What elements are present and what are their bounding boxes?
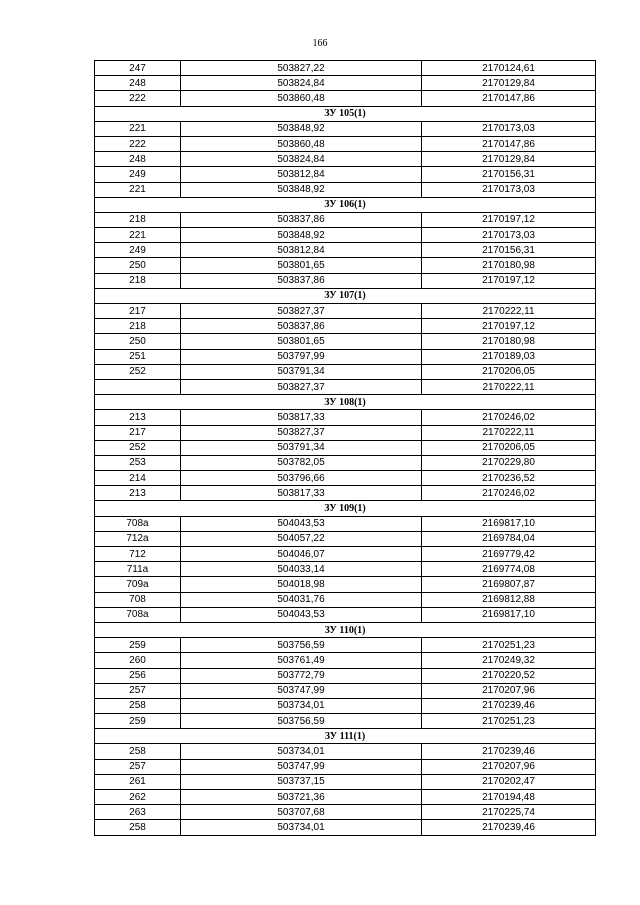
point-number-cell: 248: [95, 76, 181, 91]
point-number-cell: 257: [95, 759, 181, 774]
table-row: [95, 167, 596, 182]
section-header: ЗУ 111(1): [95, 729, 596, 744]
x-coordinate-cell: 503817,33: [181, 486, 422, 501]
point-number-cell: 260: [95, 653, 181, 668]
table-row: [95, 410, 596, 425]
x-coordinate-cell: 503756,59: [181, 714, 422, 729]
y-coordinate-cell: 2170194,48: [422, 790, 596, 805]
x-coordinate-cell: 503734,01: [181, 820, 422, 835]
x-coordinate-cell: 503756,59: [181, 638, 422, 653]
y-coordinate-cell: 2170129,84: [422, 152, 596, 167]
page-number: 166: [312, 38, 328, 49]
table-row: [95, 592, 596, 607]
y-coordinate-cell: 2170206,05: [422, 364, 596, 379]
y-coordinate-cell: 2170220,52: [422, 668, 596, 683]
point-number-cell: 221: [95, 182, 181, 197]
x-coordinate-cell: 504031,76: [181, 592, 422, 607]
x-coordinate-cell: 504043,53: [181, 516, 422, 531]
y-coordinate-cell: 2170239,46: [422, 744, 596, 759]
y-coordinate-cell: 2170147,86: [422, 91, 596, 106]
x-coordinate-cell: 503827,37: [181, 304, 422, 319]
x-coordinate-cell: 503837,86: [181, 273, 422, 288]
table-row: [95, 531, 596, 546]
table-row: [95, 61, 596, 76]
section-header-row: [95, 729, 596, 744]
table-row: [95, 228, 596, 243]
point-number-cell: 712а: [95, 531, 181, 546]
x-coordinate-cell: 503848,92: [181, 228, 422, 243]
y-coordinate-cell: 2170251,23: [422, 638, 596, 653]
section-header: ЗУ 107(1): [95, 288, 596, 303]
point-number-cell: 248: [95, 152, 181, 167]
point-number-cell: 711а: [95, 562, 181, 577]
table-row: [95, 425, 596, 440]
x-coordinate-cell: 503796,66: [181, 471, 422, 486]
x-coordinate-cell: 503734,01: [181, 744, 422, 759]
y-coordinate-cell: 2170249,32: [422, 653, 596, 668]
y-coordinate-cell: 2170202,47: [422, 774, 596, 789]
x-coordinate-cell: 503827,37: [181, 425, 422, 440]
x-coordinate-cell: 503734,01: [181, 698, 422, 713]
x-coordinate-cell: 503782,05: [181, 455, 422, 470]
y-coordinate-cell: 2170156,31: [422, 243, 596, 258]
point-number-cell: 217: [95, 425, 181, 440]
table-row: [95, 714, 596, 729]
x-coordinate-cell: 503824,84: [181, 152, 422, 167]
y-coordinate-cell: 2170173,03: [422, 228, 596, 243]
table-row: [95, 471, 596, 486]
x-coordinate-cell: 503848,92: [181, 182, 422, 197]
table-row: [95, 182, 596, 197]
point-number-cell: 252: [95, 440, 181, 455]
y-coordinate-cell: 2170147,86: [422, 136, 596, 151]
point-number-cell: 708: [95, 592, 181, 607]
x-coordinate-cell: 503837,86: [181, 212, 422, 227]
point-number-cell: 261: [95, 774, 181, 789]
section-header-row: [95, 501, 596, 516]
y-coordinate-cell: 2170180,98: [422, 258, 596, 273]
point-number-cell: 262: [95, 790, 181, 805]
y-coordinate-cell: 2170239,46: [422, 820, 596, 835]
table-row: [95, 91, 596, 106]
point-number-cell: 213: [95, 486, 181, 501]
table-row: [95, 304, 596, 319]
x-coordinate-cell: 503812,84: [181, 243, 422, 258]
point-number-cell: 250: [95, 334, 181, 349]
section-header-row: [95, 395, 596, 410]
x-coordinate-cell: 504033,14: [181, 562, 422, 577]
coordinates-table-body: [95, 61, 596, 836]
y-coordinate-cell: 2170180,98: [422, 334, 596, 349]
table-row: [95, 455, 596, 470]
coordinates-table: [94, 60, 596, 836]
table-row: [95, 76, 596, 91]
table-row: [95, 379, 596, 394]
x-coordinate-cell: 503772,79: [181, 668, 422, 683]
y-coordinate-cell: 2170251,23: [422, 714, 596, 729]
y-coordinate-cell: 2170197,12: [422, 273, 596, 288]
x-coordinate-cell: 503737,15: [181, 774, 422, 789]
x-coordinate-cell: 504057,22: [181, 531, 422, 546]
point-number-cell: 249: [95, 243, 181, 258]
table-row: [95, 243, 596, 258]
section-header-row: [95, 622, 596, 637]
y-coordinate-cell: 2170207,96: [422, 683, 596, 698]
y-coordinate-cell: 2169784,04: [422, 531, 596, 546]
point-number-cell: 259: [95, 714, 181, 729]
point-number-cell: 213: [95, 410, 181, 425]
point-number-cell: 218: [95, 273, 181, 288]
y-coordinate-cell: 2170124,61: [422, 61, 596, 76]
point-number-cell: 708а: [95, 607, 181, 622]
point-number-cell: 258: [95, 744, 181, 759]
y-coordinate-cell: 2169817,10: [422, 516, 596, 531]
y-coordinate-cell: 2170173,03: [422, 121, 596, 136]
point-number-cell: 214: [95, 471, 181, 486]
section-header-row: [95, 106, 596, 121]
table-row: [95, 759, 596, 774]
section-header: ЗУ 105(1): [95, 106, 596, 121]
table-row: [95, 258, 596, 273]
table-row: [95, 273, 596, 288]
y-coordinate-cell: 2170189,03: [422, 349, 596, 364]
table-row: [95, 790, 596, 805]
y-coordinate-cell: 2170173,03: [422, 182, 596, 197]
x-coordinate-cell: 503848,92: [181, 121, 422, 136]
point-number-cell: 259: [95, 638, 181, 653]
section-header: ЗУ 110(1): [95, 622, 596, 637]
y-coordinate-cell: 2170222,11: [422, 304, 596, 319]
point-number-cell: 263: [95, 805, 181, 820]
y-coordinate-cell: 2170236,52: [422, 471, 596, 486]
section-header: ЗУ 108(1): [95, 395, 596, 410]
table-row: [95, 121, 596, 136]
point-number-cell: 247: [95, 61, 181, 76]
x-coordinate-cell: 504046,07: [181, 547, 422, 562]
x-coordinate-cell: 503791,34: [181, 364, 422, 379]
point-number-cell: 708а: [95, 516, 181, 531]
x-coordinate-cell: 503801,65: [181, 334, 422, 349]
table-row: [95, 349, 596, 364]
x-coordinate-cell: 503824,84: [181, 76, 422, 91]
y-coordinate-cell: 2170222,11: [422, 425, 596, 440]
x-coordinate-cell: 503827,37: [181, 379, 422, 394]
x-coordinate-cell: 503860,48: [181, 91, 422, 106]
y-coordinate-cell: 2170129,84: [422, 76, 596, 91]
table-row: [95, 440, 596, 455]
table-row: [95, 820, 596, 835]
y-coordinate-cell: 2170246,02: [422, 486, 596, 501]
x-coordinate-cell: 503721,36: [181, 790, 422, 805]
y-coordinate-cell: 2169779,42: [422, 547, 596, 562]
section-header-row: [95, 288, 596, 303]
y-coordinate-cell: 2169817,10: [422, 607, 596, 622]
table-row: [95, 486, 596, 501]
table-row: [95, 136, 596, 151]
y-coordinate-cell: 2170197,12: [422, 319, 596, 334]
x-coordinate-cell: 503837,86: [181, 319, 422, 334]
y-coordinate-cell: 2170246,02: [422, 410, 596, 425]
point-number-cell: 251: [95, 349, 181, 364]
x-coordinate-cell: 503827,22: [181, 61, 422, 76]
x-coordinate-cell: 503707,68: [181, 805, 422, 820]
point-number-cell: 257: [95, 683, 181, 698]
table-row: [95, 334, 596, 349]
y-coordinate-cell: 2170206,05: [422, 440, 596, 455]
y-coordinate-cell: 2169807,87: [422, 577, 596, 592]
x-coordinate-cell: 503817,33: [181, 410, 422, 425]
table-row: [95, 516, 596, 531]
point-number-cell: 218: [95, 319, 181, 334]
section-header: ЗУ 106(1): [95, 197, 596, 212]
point-number-cell: 221: [95, 121, 181, 136]
point-number-cell: 256: [95, 668, 181, 683]
y-coordinate-cell: 2170197,12: [422, 212, 596, 227]
table-row: [95, 607, 596, 622]
y-coordinate-cell: 2169774,08: [422, 562, 596, 577]
y-coordinate-cell: 2170207,96: [422, 759, 596, 774]
x-coordinate-cell: 503801,65: [181, 258, 422, 273]
table-row: [95, 212, 596, 227]
table-row: [95, 683, 596, 698]
point-number-cell: 250: [95, 258, 181, 273]
point-number-cell: 249: [95, 167, 181, 182]
point-number-cell: 258: [95, 820, 181, 835]
x-coordinate-cell: 504018,98: [181, 577, 422, 592]
section-header-row: [95, 197, 596, 212]
point-number-cell: 258: [95, 698, 181, 713]
table-row: [95, 152, 596, 167]
x-coordinate-cell: 503860,48: [181, 136, 422, 151]
table-row: [95, 774, 596, 789]
point-number-cell: 709а: [95, 577, 181, 592]
point-number-cell: 253: [95, 455, 181, 470]
point-number-cell: [95, 379, 181, 394]
y-coordinate-cell: 2170239,46: [422, 698, 596, 713]
table-row: [95, 744, 596, 759]
x-coordinate-cell: 503747,99: [181, 759, 422, 774]
point-number-cell: 712: [95, 547, 181, 562]
table-row: [95, 562, 596, 577]
point-number-cell: 252: [95, 364, 181, 379]
table-row: [95, 653, 596, 668]
table-row: [95, 698, 596, 713]
x-coordinate-cell: 503797,99: [181, 349, 422, 364]
x-coordinate-cell: 504043,53: [181, 607, 422, 622]
table-row: [95, 805, 596, 820]
y-coordinate-cell: 2169812,88: [422, 592, 596, 607]
y-coordinate-cell: 2170229,80: [422, 455, 596, 470]
point-number-cell: 221: [95, 228, 181, 243]
point-number-cell: 222: [95, 91, 181, 106]
x-coordinate-cell: 503747,99: [181, 683, 422, 698]
table-row: [95, 364, 596, 379]
section-header: ЗУ 109(1): [95, 501, 596, 516]
point-number-cell: 222: [95, 136, 181, 151]
table-row: [95, 577, 596, 592]
x-coordinate-cell: 503791,34: [181, 440, 422, 455]
table-row: [95, 668, 596, 683]
y-coordinate-cell: 2170225,74: [422, 805, 596, 820]
point-number-cell: 217: [95, 304, 181, 319]
table-row: [95, 547, 596, 562]
table-row: [95, 638, 596, 653]
y-coordinate-cell: 2170156,31: [422, 167, 596, 182]
y-coordinate-cell: 2170222,11: [422, 379, 596, 394]
table-row: [95, 319, 596, 334]
point-number-cell: 218: [95, 212, 181, 227]
x-coordinate-cell: 503761,49: [181, 653, 422, 668]
x-coordinate-cell: 503812,84: [181, 167, 422, 182]
